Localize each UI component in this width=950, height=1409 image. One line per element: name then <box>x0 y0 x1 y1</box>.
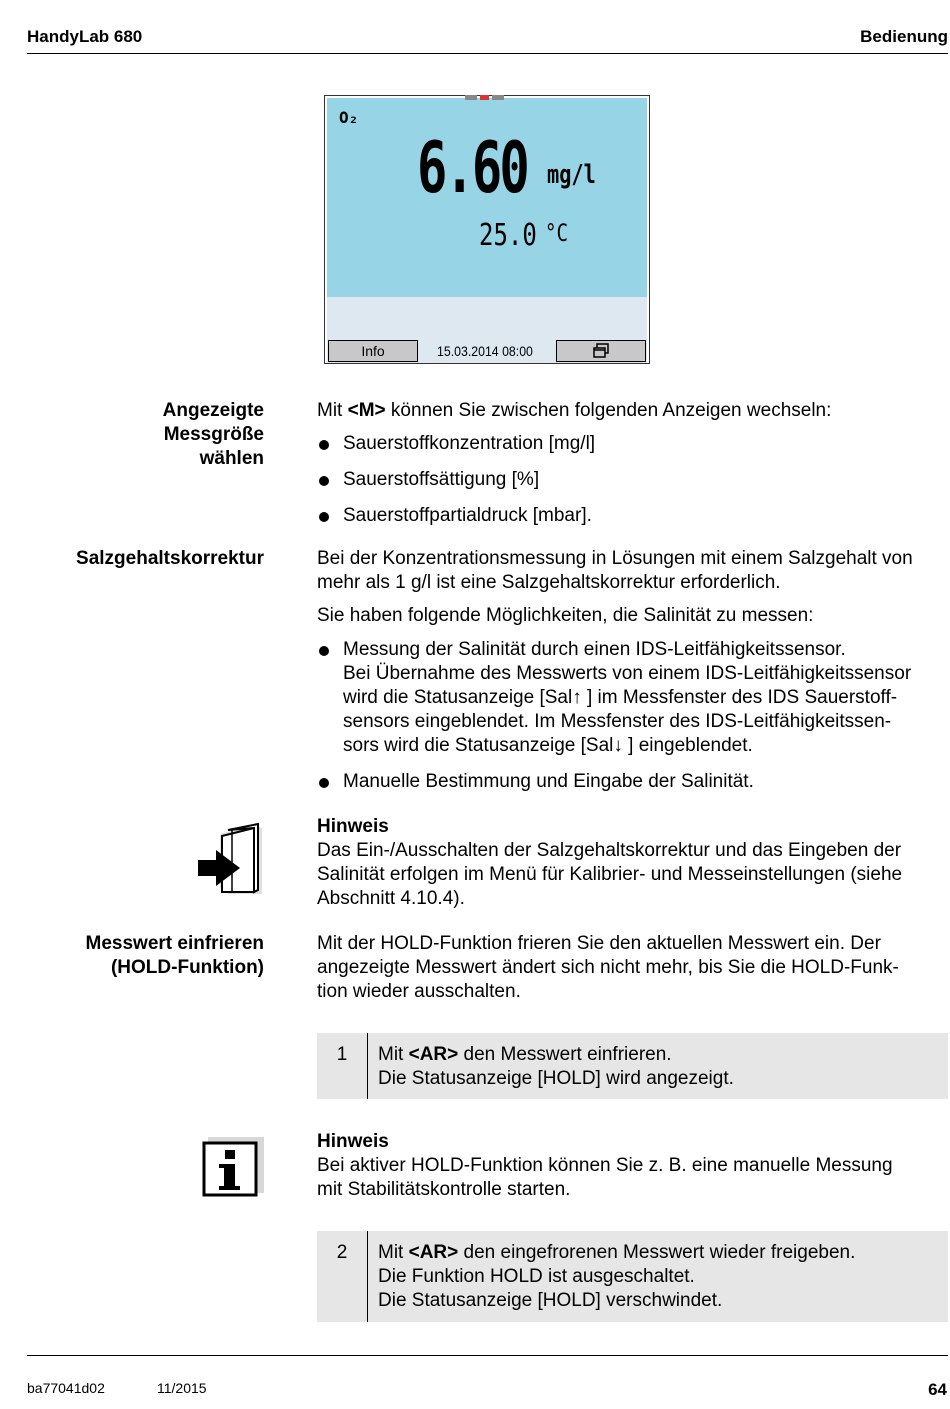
text-line: Die Statusanzeige [HOLD] verschwindet. <box>378 1290 723 1311</box>
step-divider <box>367 1033 368 1099</box>
measured-value: 6.60 <box>417 127 527 209</box>
bullet-icon <box>319 512 329 522</box>
datetime-display: 15.03.2014 08:00 <box>437 343 533 359</box>
text-line: Mit der HOLD-Funktion frieren Sie den aktuellen Messwert ein. Der <box>317 933 881 954</box>
salinity-paragraph <box>317 547 949 595</box>
softkey-info[interactable] <box>328 340 418 362</box>
list-item-text: Sauerstoffkonzentration [mg/l] <box>343 433 596 454</box>
header-title: HandyLab 680 <box>27 27 143 46</box>
info-icon <box>202 1137 264 1199</box>
text-line: Bei der Konzentrationsmessung in Lösungen mit einem Salzgehalt von <box>317 548 913 569</box>
side-heading-line: Messwert einfrieren <box>85 933 264 954</box>
indicator-led-red <box>480 95 489 100</box>
side-heading-salinity: Salzgehaltskorrektur <box>76 548 264 569</box>
hold-paragraph <box>317 932 949 1004</box>
text-line: mehr als 1 g/l ist eine Salzgehaltskorrektur erforderlich. <box>317 572 781 593</box>
key-label: <AR> <box>408 1242 459 1263</box>
bullet-icon <box>319 476 329 486</box>
window-stack-icon <box>592 343 610 359</box>
list-item-text: Bei Übernahme des Messwerts von einem IDS-Leitfähigkeitssensor <box>343 663 912 684</box>
text-line: Das Ein-/Ausschalten der Salzgehaltskorrektur und das Eingeben der <box>317 840 902 861</box>
step-text <box>378 1043 734 1091</box>
step-row <box>317 1033 948 1099</box>
lcd-lower-area <box>327 297 647 337</box>
softkey-info-label: Info <box>361 343 385 359</box>
step-text <box>378 1241 855 1313</box>
text-line: angezeigte Messwert ändert sich nicht mehr, bis Sie die HOLD-Funk- <box>317 957 899 978</box>
bullet-icon <box>319 440 329 450</box>
step-number: 1 <box>336 1044 348 1065</box>
header-rule <box>27 53 948 54</box>
text-line: Salinität erfolgen im Menü für Kalibrier- und Messeinstellungen (siehe <box>317 864 903 885</box>
side-heading-line: Angezeigte <box>162 400 264 421</box>
text-line: Die Statusanzeige [HOLD] wird angezeigt. <box>378 1068 734 1089</box>
text-line: Bei aktiver HOLD-Funktion können Sie z. B. eine manuelle Messung <box>317 1155 893 1176</box>
side-heading-line: wählen <box>199 448 264 469</box>
list-item-text: Messung der Salinität durch einen IDS-Leitfähigkeitssensor. <box>343 639 846 660</box>
side-heading-line: Messgröße <box>163 424 264 445</box>
text-run: Mit <box>378 1044 409 1065</box>
header-section: Bedienung <box>860 27 948 46</box>
footer-rule <box>27 1355 948 1356</box>
temperature-value: 25.0 <box>479 218 537 253</box>
footer-doc-number: ba77041d02 <box>27 1380 105 1396</box>
book-note-icon <box>196 822 266 898</box>
device-display <box>324 95 650 364</box>
list-item-text: Sauerstoffpartialdruck [mbar]. <box>343 505 592 526</box>
list-item-text: Sauerstoffsättigung [%] <box>343 469 540 490</box>
side-heading-hold <box>86 932 264 980</box>
text-line: Abschnitt 4.10.4). <box>317 888 465 909</box>
note-title: Hinweis <box>317 816 389 837</box>
temperature-unit: °C <box>545 219 569 247</box>
list-item-text: Manuelle Bestimmung und Eingabe der Salinität. <box>343 771 754 792</box>
text-run: den eingefrorenen Messwert wieder freigeben. <box>458 1242 856 1263</box>
list-item-text: sors wird die Statusanzeige [Sal↓ ] eingeblendet. <box>343 735 753 756</box>
note-hold <box>317 1130 949 1202</box>
measurand-intro <box>317 399 949 423</box>
key-label: <M> <box>347 400 386 421</box>
step-divider <box>367 1231 368 1322</box>
note-salinity <box>317 815 949 911</box>
footer-date: 11/2015 <box>157 1380 207 1396</box>
bullet-icon <box>319 646 329 656</box>
softkey-window[interactable] <box>556 340 646 362</box>
text-line: tion wieder ausschalten. <box>317 981 521 1002</box>
key-label: <AR> <box>408 1044 459 1065</box>
list-item-text: wird die Statusanzeige [Sal↑ ] im Messfenster des IDS Sauerstoff- <box>343 687 898 708</box>
parameter-label: O₂ <box>339 108 359 127</box>
note-title: Hinweis <box>317 1131 389 1152</box>
text-run: Mit <box>317 400 348 421</box>
side-heading-measurand <box>163 399 264 471</box>
salinity-options-intro: Sie haben folgende Möglichkeiten, die Salinität zu messen: <box>317 605 814 626</box>
text-run: können Sie zwischen folgenden Anzeigen wechseln: <box>385 400 832 421</box>
indicator-led <box>465 95 477 100</box>
page-number: 64 <box>928 1380 947 1399</box>
text-line: Die Funktion HOLD ist ausgeschaltet. <box>378 1266 695 1287</box>
list-item-text: sensors eingeblendet. Im Messfenster des IDS-Leitfähigkeitssen- <box>343 711 892 732</box>
measured-unit: mg/l <box>547 160 596 190</box>
text-run: den Messwert einfrieren. <box>458 1044 672 1065</box>
text-line: mit Stabilitätskontrolle starten. <box>317 1179 571 1200</box>
step-row <box>317 1231 948 1322</box>
text-run: Mit <box>378 1242 409 1263</box>
bullet-icon <box>319 778 329 788</box>
indicator-led <box>492 95 504 100</box>
step-number: 2 <box>336 1242 348 1263</box>
side-heading-line: (HOLD-Funktion) <box>110 957 264 978</box>
